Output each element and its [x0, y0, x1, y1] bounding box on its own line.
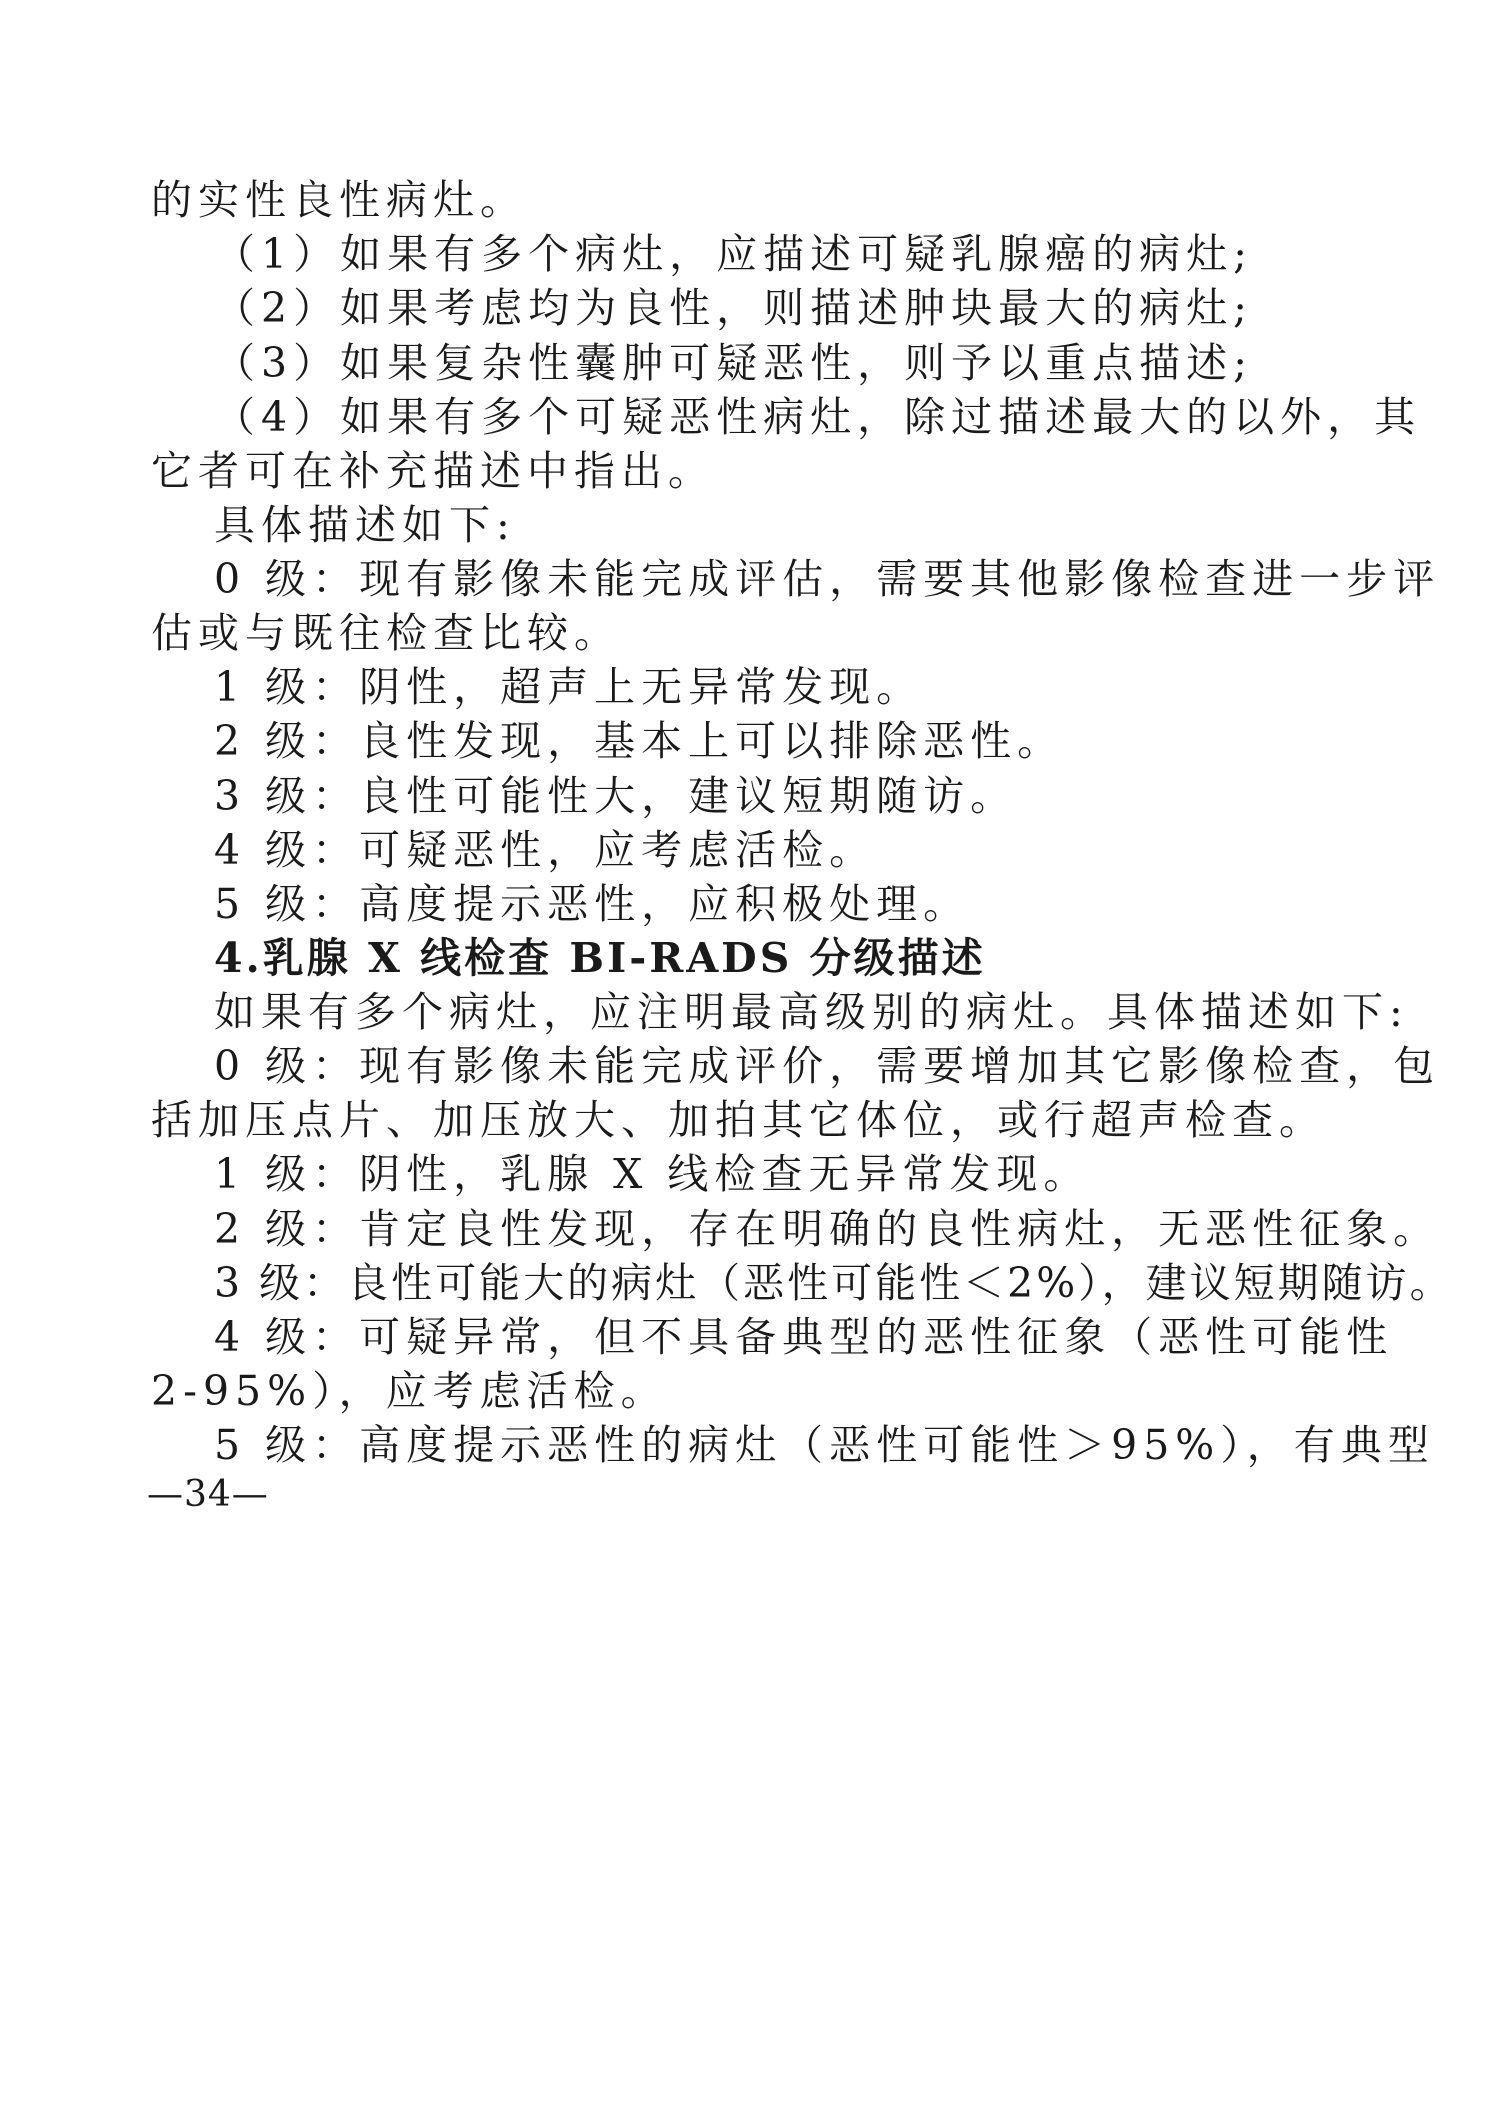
birads-grade-2-line: 2 级：肯定良性发现，存在明确的良性病灶，无恶性征象。 — [214, 1205, 1441, 1253]
birads-grade-1-line: 1 级：阴性，乳腺 X 线检查无异常发现。 — [214, 1150, 1091, 1198]
section-heading: 4.乳腺 X 线检查 BI-RADS 分级描述 — [214, 934, 986, 982]
list-item-1: （1）如果有多个病灶，应描述可疑乳腺癌的病灶; — [214, 230, 1253, 278]
grade-4-line: 4 级：可疑恶性，应考虑活检。 — [214, 826, 877, 874]
text-line: 它者可在补充描述中指出。 — [151, 447, 715, 495]
birads-grade-3-line: 3 级：良性可能大的病灶（恶性可能性＜2%），建议短期随访。 — [214, 1259, 1454, 1307]
text-line: 具体描述如下: — [214, 501, 516, 549]
list-item-2: （2）如果考虑均为良性，则描述肿块最大的病灶; — [214, 284, 1253, 332]
text-line: 如果有多个病灶，应注明最高级别的病灶。具体描述如下: — [214, 988, 1409, 1036]
grade-1-line: 1 级：阴性，超声上无异常发现。 — [214, 663, 924, 711]
grade-3-line: 3 级：良性可能性大，建议短期随访。 — [214, 772, 1018, 820]
birads-grade-5-line: 5 级：高度提示恶性的病灶（恶性可能性＞95%），有典型 — [214, 1421, 1435, 1469]
grade-2-line: 2 级：良性发现，基本上可以排除恶性。 — [214, 717, 1065, 765]
birads-grade-0-line: 0 级：现有影像未能完成评价，需要增加其它影像检查，包 — [214, 1042, 1441, 1090]
page-number: —34— — [147, 1474, 269, 1515]
list-item-3: （3）如果复杂性囊肿可疑恶性，则予以重点描述; — [214, 339, 1253, 387]
text-line: 括加压点片、加压放大、加拍其它体位，或行超声检查。 — [151, 1096, 1326, 1144]
text-line: 的实性良性病灶。 — [151, 176, 527, 224]
grade-0-line: 0 级：现有影像未能完成评估，需要其他影像检查进一步评 — [214, 555, 1441, 603]
grade-5-line: 5 级：高度提示恶性，应积极处理。 — [214, 880, 971, 928]
text-line: 2-95%），应考虑活检。 — [151, 1367, 668, 1415]
list-item-4: （4）如果有多个可疑恶性病灶，除过描述最大的以外，其 — [214, 393, 1422, 441]
birads-grade-4-line: 4 级：可疑异常，但不具备典型的恶性征象（恶性可能性 — [214, 1313, 1394, 1361]
text-line: 估或与既往检查比较。 — [151, 609, 621, 657]
